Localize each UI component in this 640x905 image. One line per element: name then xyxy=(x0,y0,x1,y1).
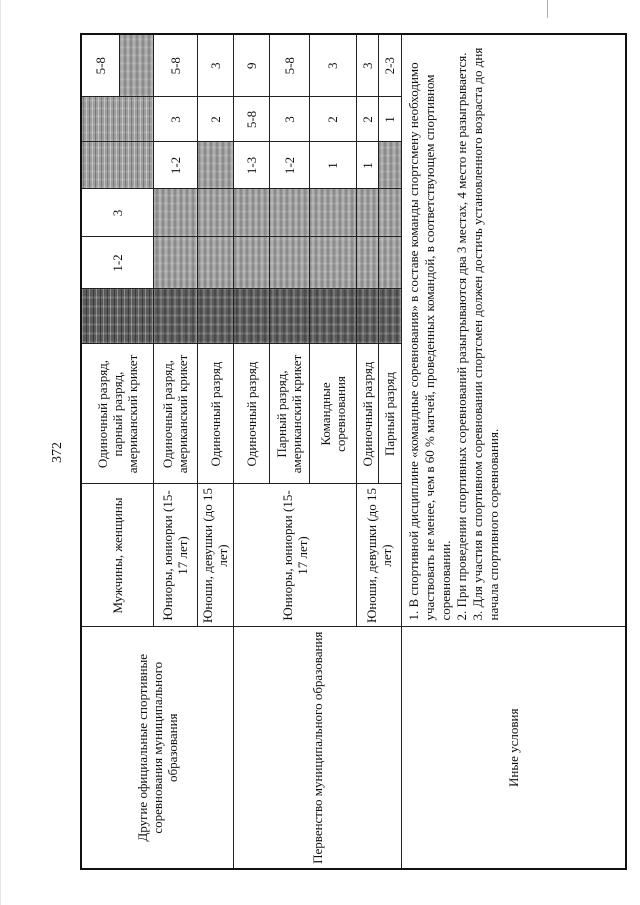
place-cell: 5-8 xyxy=(233,97,269,142)
discipline-cell: Одиночный разряд, парный разряд, американский крикет xyxy=(81,344,153,484)
shaded-cell xyxy=(378,237,401,289)
shaded-cell xyxy=(119,34,153,97)
place-cell: 3 xyxy=(309,34,356,97)
place-cell: 1 xyxy=(309,142,356,189)
age-group-cell: Юноши, девушки (до 15 лет) xyxy=(197,484,233,627)
place-cell: 1-3 xyxy=(233,142,269,189)
age-group-cell: Юниоры, юниорки (15-17 лет) xyxy=(233,484,356,627)
shaded-cell xyxy=(197,189,233,237)
page-number: 372 xyxy=(50,442,65,463)
shaded-cell xyxy=(233,289,269,344)
place-cell: 2 xyxy=(356,97,378,142)
shaded-cell xyxy=(356,289,378,344)
note-item: 2. При проведении спортивных соревнований разыгрываются два 3 местах, 4 место не разыгрывается. xyxy=(453,52,469,621)
place-cell: 9 xyxy=(233,34,269,97)
place-cell: 2-3 xyxy=(378,34,401,97)
place-cell: 1-2 xyxy=(269,142,309,189)
discipline-cell: Одиночный разряд xyxy=(233,344,269,484)
shaded-cell xyxy=(356,237,378,289)
place-cell: 3 xyxy=(81,189,153,237)
shaded-cell xyxy=(309,189,356,237)
discipline-cell: Одиночный разряд xyxy=(197,344,233,484)
shaded-cell xyxy=(153,237,197,289)
place-cell: 3 xyxy=(356,34,378,97)
table-row xyxy=(401,34,626,869)
place-cell: 1 xyxy=(356,142,378,189)
shaded-cell xyxy=(153,189,197,237)
shaded-cell xyxy=(81,142,153,189)
category-cell: Иные условия xyxy=(401,627,626,869)
age-group-cell: Юноши, девушки (до 15 лет) xyxy=(356,484,401,627)
table-row xyxy=(81,34,119,869)
shaded-cell xyxy=(197,289,233,344)
shaded-cell xyxy=(378,142,401,189)
place-cell: 3 xyxy=(153,97,197,142)
shaded-cell xyxy=(269,237,309,289)
shaded-cell xyxy=(269,289,309,344)
category-cell: Первенство муниципального образования xyxy=(233,627,401,869)
category-cell: Другие официальные спортивные соревнования муниципального образования xyxy=(81,627,233,869)
place-cell: 5-8 xyxy=(153,34,197,97)
discipline-cell: Парный разряд, американский крикет xyxy=(269,344,309,484)
discipline-cell: Командные соревнования xyxy=(309,344,356,484)
note-item: 3. Для участия в спортивном соревновании спортсмен должен достичь установленного возраста до дня начала спортивного соревнования. xyxy=(469,47,501,621)
shaded-cell xyxy=(378,289,401,344)
place-cell: 3 xyxy=(269,97,309,142)
shaded-cell xyxy=(197,237,233,289)
discipline-cell: Парный разряд xyxy=(378,344,401,484)
shaded-cell xyxy=(81,97,153,142)
discipline-cell: Одиночный разряд, американский крикет xyxy=(153,344,197,484)
table-row xyxy=(233,34,269,869)
place-cell: 1-2 xyxy=(153,142,197,189)
shaded-cell xyxy=(269,189,309,237)
shaded-cell xyxy=(197,142,233,189)
place-cell: 2 xyxy=(197,97,233,142)
place-cell: 2 xyxy=(309,97,356,142)
requirements-table xyxy=(80,33,627,870)
shaded-cell xyxy=(309,237,356,289)
shaded-cell xyxy=(153,289,197,344)
shaded-cell xyxy=(233,237,269,289)
shaded-cell xyxy=(356,189,378,237)
place-cell: 1-2 xyxy=(81,237,153,289)
shaded-cell xyxy=(378,189,401,237)
shaded-cell xyxy=(81,289,153,344)
age-group-cell: Мужчины, женщины xyxy=(81,484,153,627)
note-item: 1. В спортивной дисциплине «командные соревнования» в составе команды спортсмену необходимо участвовать не менее, чем в 60 % матчей, проведенных командой, в соответствующем спортивном соревновании. xyxy=(405,62,453,621)
shaded-cell xyxy=(233,189,269,237)
place-cell: 5-8 xyxy=(269,34,309,97)
place-cell: 1 xyxy=(378,97,401,142)
place-cell: 5-8 xyxy=(81,34,119,97)
place-cell: 3 xyxy=(197,34,233,97)
notes-cell xyxy=(401,34,626,627)
shaded-cell xyxy=(309,289,356,344)
discipline-cell: Одиночный разряд xyxy=(356,344,378,484)
age-group-cell: Юниоры, юниорки (15-17 лет) xyxy=(153,484,197,627)
